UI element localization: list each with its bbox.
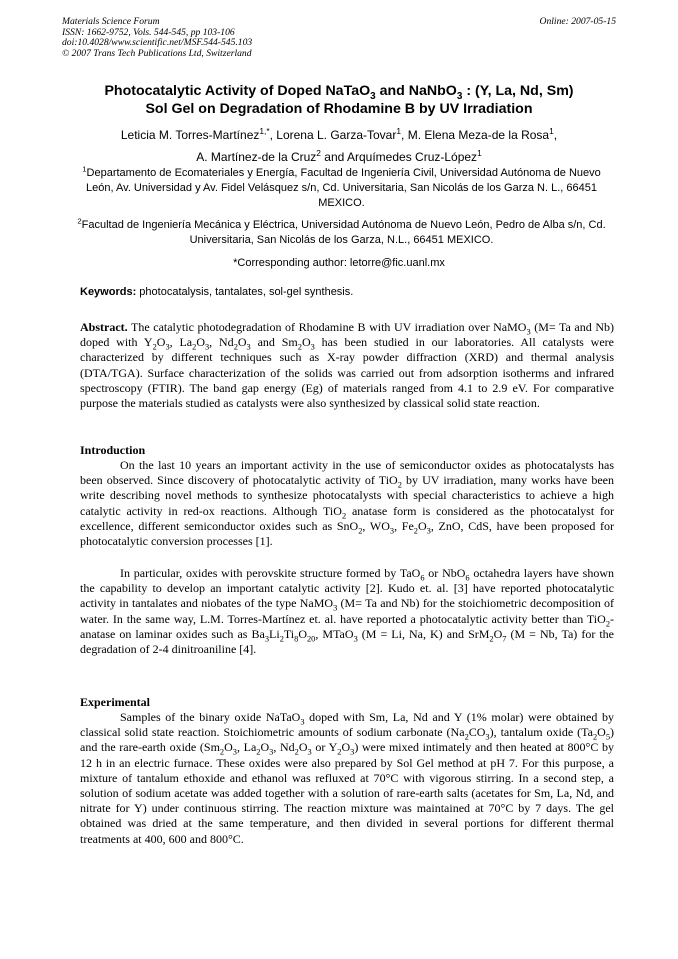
author-line-2: A. Martínez-de la Cruz$^2$ and Arquímedes Cruz-López$^1$ bbox=[196, 148, 482, 164]
citation-block bbox=[62, 17, 252, 59]
issn-line: ISSN: 1662-9752, Vols. 544-545, pp 103-106 bbox=[62, 26, 235, 38]
introduction-paragraph-1: On the last 10 years an important activity in the use of semiconductor oxides as photocatalysts has been observed. Since discovery of photocatalytic activity of TiO$_2$ by UV irradiation, many works have been write describing novel methods to synthesize photocatalysts with special characteristics to achieve a high catalytic activity in red-ox reactions. Although TiO$_2$ anatase form is considered as the photocatalyst for excellence, different semiconductor oxides such as SnO$_2$, $WO_3$, $Fe_2O_3$, ZnO, CdS, have been proposed for photocatalytic conversion processes [1]. bbox=[80, 458, 615, 549]
online-date: Online: 2007-05-15 bbox=[539, 16, 616, 27]
journal-name: Materials Science Forum bbox=[62, 16, 160, 27]
author-line-1: Leticia M. Torres-Martínez$^{1,*}$, Lorena L. Garza-Tovar$^1$, M. Elena Meza-de la Rosa$^1$, bbox=[120, 126, 558, 142]
corresponding-author: *Corresponding author: letorre@fic.uanl.mx bbox=[233, 257, 445, 269]
abstract-label: Abstract. bbox=[80, 320, 128, 334]
title-line-1: Photocatalytic Activity of Doped NaTaO$_3$ and NaNbO$_3$ : (Y, La, Nd, Sm) bbox=[104, 83, 574, 102]
author-list bbox=[62, 124, 616, 168]
affiliation-1: $^1$Departamento de Ecomateriales y Energía, Facultad de Ingeniería Civil, Universidad Autónoma de Nuevo León, Av. Universidad y Av. Fidel Velásquez s/n, Cd. Universitaria, San Nicolás de los Garza N. L., 66451 MEXICO. bbox=[82, 164, 601, 210]
introduction-paragraph-2: In particular, oxides with perovskite structure formed by TaO$_6$ or NbO$_6$ octahedra layers have shown the capability to develop an important catalytic activity [2]. Kudo et. al. [3] have reported photocatalytic activity in tantalates and niobates of the type NaMO$_3$ (M= Ta and Nb) for the stoichiometric decomposition of water. In the same way, L.M. Torres-Martínez et. al. have reported a photocatalytic activity better than TiO$_2$-anatase on laminar oxides such as $Ba_3Li_2Ti_8O_{20}$, MTaO$_3$ (M = Li, Na, K) and $SrM_2O_7$ (M = Nb, Ta) for the degradation of 2-4 dinitroaniline [4]. bbox=[80, 566, 615, 657]
experimental-heading: Experimental bbox=[80, 695, 150, 709]
keywords-label: Keywords: bbox=[80, 286, 137, 298]
paper-title bbox=[62, 83, 616, 118]
experimental-paragraph-1: Samples of the binary oxide NaTaO$_3$ doped with Sm, La, Nd and Y (1% molar) were obtained by classical solid state reaction. Stoichiometric amounts of sodium carbonate $(Na_2CO_3)$, tantalum oxide $(Ta_2O_5)$ and the rare-earth oxide ($Sm_2O_3$, $La_2O_3$, $Nd_2O_3$ or $Y_2O_3$) were mixed intimately and then heated at 800°C by 12 h in an electric furnace. These oxides were also prepared by Sol Gel method at pH 7. For this purpose, a mixture of tantalum ethoxide and ethanol was refluxed at 70°C with vigorous stirring. In a second step, a solution of sodium acetate was added together with a solution of rare-earth salts (acetates for Sm, La, Nd, and nitrate for Y) under continuous stirring. The reaction mixture was maintained at 70°C by 7 days. The gel obtained was dried at the same temperature, and then divided in several portions for different thermal treatments at 400, 600 and 800°C. bbox=[80, 710, 615, 846]
affiliation-2: $^2$Facultad de Ingeniería Mecánica y Eléctrica, Universidad Autónoma de Nuevo León, Pedro de Alba s/n, Cd. Universitaria, San Nicolás de los Garza, N.L., 66451 MEXICO. bbox=[77, 216, 606, 247]
keywords bbox=[80, 285, 614, 299]
title-line-2: Sol Gel on Degradation of Rhodamine B by UV Irradiation bbox=[145, 100, 533, 117]
doi-line: doi:10.4028/www.scientific.net/MSF.544-545.103 bbox=[62, 37, 253, 49]
copyright-line: © 2007 Trans Tech Publications Ltd, Switzerland bbox=[62, 47, 252, 59]
introduction-heading: Introduction bbox=[80, 443, 146, 457]
abstract: Abstract. The catalytic photodegradation of Rhodamine B with UV irradiation over NaMO$_3$ (M= Ta and Nb) doped with $Y_2O_3$, $La_2O_3$, $Nd_2O_3$ and $Sm_2O_3$ has been studied in our laboratories. All catalysts were characterized by different techniques such as X-ray powder diffraction (XRD) and thermal analysis (DTA/TGA). Surface characterization of the solids was carried out from adsorption isotherms and infrared spectroscopy (FTIR). The band gap energy (Eg) of materials ranged from 4.1 to 2.9 eV. For comparative purpose the materials studied as catalysts were also synthesized by classical solid state reaction. bbox=[80, 320, 614, 411]
keywords-text: photocatalysis, tantalates, sol-gel synthesis. bbox=[136, 286, 354, 298]
